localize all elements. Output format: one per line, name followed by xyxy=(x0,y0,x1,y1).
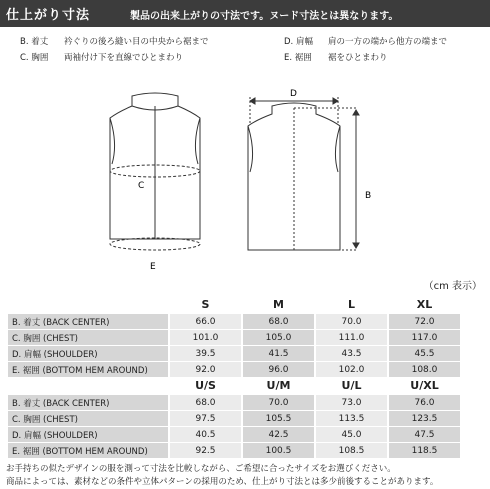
cell-value: 40.5 xyxy=(170,427,241,442)
footer-line: お手持ちの似たデザインの服を測って寸法を比較しながら、ご希望に合ったサイズをお選びください。 xyxy=(6,464,396,474)
label-b: B xyxy=(365,191,372,201)
label-d: D xyxy=(290,89,297,99)
size-header: XL xyxy=(416,298,433,311)
cell-value: 39.5 xyxy=(170,346,241,361)
cell-value: 100.5 xyxy=(243,443,314,458)
cell-value: 96.0 xyxy=(243,362,314,377)
cell-value: 118.5 xyxy=(389,443,460,458)
size-header: U/M xyxy=(266,379,291,392)
cell-value: 101.0 xyxy=(170,330,241,345)
note-shoulder xyxy=(284,34,447,50)
table-row xyxy=(8,411,460,426)
size-header: U/L xyxy=(341,379,362,392)
note-text: 肩の一方の端から他方の端まで xyxy=(328,37,448,47)
row-label: B. 着丈 (BACK CENTER) xyxy=(8,395,168,410)
cell-value: 113.5 xyxy=(316,411,387,426)
note-key: C. 胸囲 xyxy=(20,53,49,63)
header-blank xyxy=(8,377,168,394)
cell-value: 117.0 xyxy=(389,330,460,345)
cell-value: 105.0 xyxy=(243,330,314,345)
size-header: U/XL xyxy=(410,379,439,392)
cell-value: 72.0 xyxy=(389,314,460,329)
note-key: E. 裾囲 xyxy=(284,53,312,63)
row-label: B. 着丈 (BACK CENTER) xyxy=(8,314,168,329)
cell-value: 73.0 xyxy=(316,395,387,410)
cell-value: 70.0 xyxy=(316,314,387,329)
cell-value: 76.0 xyxy=(389,395,460,410)
note-text: 裾をひとまわり xyxy=(328,53,388,63)
cell-value: 97.5 xyxy=(170,411,241,426)
size-header: U/S xyxy=(195,379,216,392)
note-key: B. 着丈 xyxy=(20,37,49,47)
header-bar xyxy=(0,0,490,27)
note-key: D. 肩幅 xyxy=(284,37,313,47)
note-text: 両袖付け下を直線でひとまわり xyxy=(64,53,184,63)
cell-value: 92.5 xyxy=(170,443,241,458)
cell-value: 66.0 xyxy=(170,314,241,329)
measurement-notes-right xyxy=(284,34,447,66)
cell-value: 45.5 xyxy=(389,346,460,361)
unit-label: （cm 表示） xyxy=(423,281,482,292)
row-label: D. 肩幅 (SHOULDER) xyxy=(8,427,168,442)
row-label: E. 裾囲 (BOTTOM HEM AROUND) xyxy=(8,443,168,458)
table-row xyxy=(8,330,460,345)
page-subtitle: 製品の出来上がりの寸法です。ヌード寸法とは異なります。 xyxy=(130,11,399,22)
size-header-row xyxy=(8,377,460,394)
cell-value: 42.5 xyxy=(243,427,314,442)
size-table-unisex xyxy=(6,376,462,459)
table-row xyxy=(8,362,460,377)
hem-measure-line xyxy=(110,238,200,250)
size-header: L xyxy=(347,298,355,311)
back-length-center-line xyxy=(294,108,358,250)
measurement-notes-left xyxy=(20,34,209,66)
vest-measurement-diagram xyxy=(0,84,490,274)
note-text: 衿ぐりの後ろ縫い目の中央から裾まで xyxy=(64,37,209,47)
size-header-row xyxy=(8,296,460,313)
table-row xyxy=(8,395,460,410)
back-length-measure-arrow xyxy=(353,110,359,248)
cell-value: 70.0 xyxy=(243,395,314,410)
cell-value: 45.0 xyxy=(316,427,387,442)
page-title: 仕上がり寸法 xyxy=(6,8,91,23)
note-hem xyxy=(284,50,447,66)
cell-value: 68.0 xyxy=(243,314,314,329)
cell-value: 111.0 xyxy=(316,330,387,345)
table-row xyxy=(8,443,460,458)
row-label: C. 胸囲 (CHEST) xyxy=(8,411,168,426)
front-vest-illustration xyxy=(110,93,200,239)
size-header: S xyxy=(201,298,210,311)
cell-value: 43.5 xyxy=(316,346,387,361)
cell-value: 105.5 xyxy=(243,411,314,426)
table-row xyxy=(8,346,460,361)
cell-value: 108.5 xyxy=(316,443,387,458)
cell-value: 108.0 xyxy=(389,362,460,377)
label-e: E xyxy=(150,262,156,272)
row-label: E. 裾囲 (BOTTOM HEM AROUND) xyxy=(8,362,168,377)
size-table-standard xyxy=(6,295,462,378)
note-chest xyxy=(20,50,209,66)
table-row xyxy=(8,427,460,442)
cell-value: 102.0 xyxy=(316,362,387,377)
shoulder-measure-arrow xyxy=(250,97,338,124)
note-back-length xyxy=(20,34,209,50)
cell-value: 123.5 xyxy=(389,411,460,426)
cell-value: 41.5 xyxy=(243,346,314,361)
size-header: M xyxy=(273,298,284,311)
label-c: C xyxy=(138,181,145,191)
cell-value: 92.0 xyxy=(170,362,241,377)
cell-value: 47.5 xyxy=(389,427,460,442)
footer-notes xyxy=(6,463,438,489)
cell-value: 68.0 xyxy=(170,395,241,410)
header-blank xyxy=(8,296,168,313)
row-label: C. 胸囲 (CHEST) xyxy=(8,330,168,345)
table-row xyxy=(8,314,460,329)
footer-line: 商品によっては、素材などの条件や立体パターンの採用のため、仕上がり寸法とは多少前後することがあります。 xyxy=(6,477,439,487)
row-label: D. 肩幅 (SHOULDER) xyxy=(8,346,168,361)
